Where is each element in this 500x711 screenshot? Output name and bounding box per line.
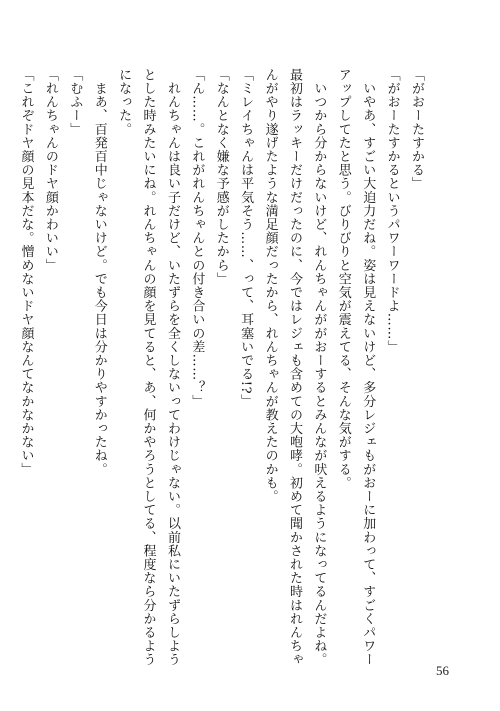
text-line: 「ミレイちゃんは平気そう……、って、耳塞いでる!?」 — [238, 68, 254, 408]
text-line: 「これぞドヤ顔の見本だな。憎めないドヤ顔なんてなかなかない」 — [18, 68, 34, 476]
text-line: アップしてたと思う。びりびりと空気が震えてる、そんな気がする。 — [335, 68, 351, 490]
text-line: 「がおーたすかる」 — [409, 68, 424, 191]
text-line: になった。 — [116, 68, 132, 136]
text-line: 最初はラッキーだけだったのに、今ではレジェも含めての大咆哮。初めて聞かされた時はれんちゃ — [286, 68, 302, 667]
text-line: いつから分からないけど、れんちゃんががおーするとみんなが吠えるようになってるんだよね。 — [311, 68, 327, 667]
text-line: 「がおーたすかるというパワーワードよ……」 — [384, 68, 400, 354]
text-line: 「なんとなく嫌な予感がしたから」 — [213, 68, 229, 286]
text-line: れんちゃんは良い子だけど、いたずらを全くしないってわけじゃない。以前私にいたずらしよう — [164, 68, 180, 667]
page-number: 56 — [436, 663, 449, 678]
text-line: まあ、百発百中じゃないけど。でも今日は分かりやすかったね。 — [91, 68, 107, 476]
text-line: とした時みたいにね。れんちゃんの顔を見てると、あ、何かやろうとしてる、程度なら分かるよう — [140, 68, 156, 667]
text-line: 「ん……。これがれんちゃんとの付き合いの差……？」 — [189, 68, 205, 408]
text-line: 「れんちゃんのドヤ顔かわいい」 — [42, 68, 58, 272]
text-line: 「むふー」 — [67, 68, 83, 136]
text-line: んがやり遂げたような満足顔だったから、れんちゃんが教えたのかも。 — [262, 68, 278, 504]
text-line: いやあ、すごい大迫力だね。姿は見えないけど、多分レジェもがおーに加わって、すごくパワー — [360, 68, 376, 667]
vertical-text-body — [13, 68, 428, 667]
